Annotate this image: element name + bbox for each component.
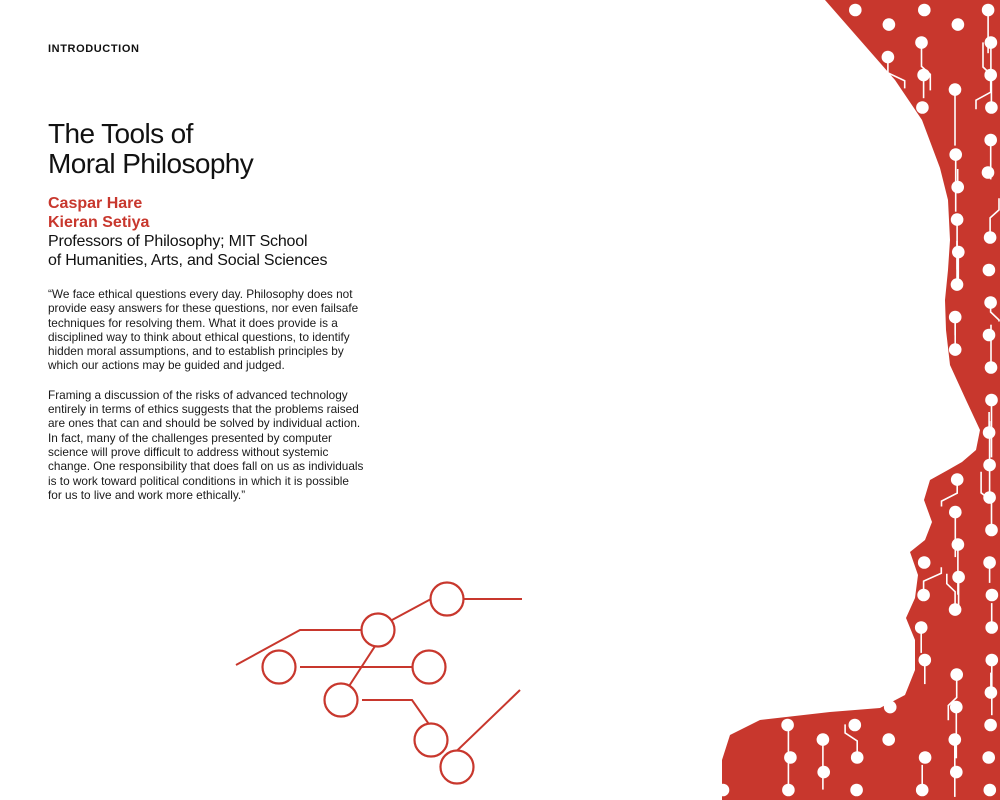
circuit-node [952,538,965,551]
circuit-node [985,361,998,374]
text-line: disciplined way to think about ethical questions, to identify [48,329,350,344]
circuit-node [882,51,895,64]
circuit-node [985,621,998,634]
byline [48,194,408,270]
outline-node [413,651,446,684]
circuit-node [949,733,962,746]
text-line: Framing a discussion of the risks of advanced technology [48,387,348,402]
text-line: “We face ethical questions every day. Philosophy does not [48,287,353,301]
circuit-node [949,148,962,161]
circuit-node [984,231,997,244]
circuit-node [952,246,965,259]
circuit-node [983,459,996,472]
circuit-node [950,668,963,681]
author-name: Kieran Setiya [48,214,150,231]
text-line: In fact, many of the challenges presented by computer [48,430,332,445]
circuit-node [985,524,998,537]
title-line-1: The Tools of [48,118,193,149]
affiliation-line: of Humanities, Arts, and Social Sciences [48,252,328,269]
outline-node [263,651,296,684]
outline-trace [236,630,362,665]
circuit-node [986,654,999,667]
circuit-node [849,719,862,732]
circuit-node [984,784,997,797]
circuit-node [851,751,864,764]
outline-node [415,724,448,757]
text-line: which our actions may be guided and judged. [48,358,285,373]
circuit-node [985,686,998,699]
circuit-node [949,343,962,356]
outline-node [362,614,395,647]
text-line: hidden moral assumptions, and to establish principles by [48,344,344,359]
circuit-node [882,733,895,746]
circuit-node [952,18,965,31]
circuit-node [983,556,996,569]
circuit-node [817,733,830,746]
head-profile-icon [522,0,1000,800]
head-silhouette [522,0,1000,800]
circuit-node [986,589,999,602]
circuit-node [984,719,997,732]
outline-node [441,751,474,784]
circuit-node [950,766,963,779]
circuit-node [950,701,963,714]
text-line: for us to live and work more ethically.” [48,487,246,502]
circuit-node [985,101,998,114]
text-line: science will prove difficult to address without systemic [48,444,329,459]
circuit-node [983,329,996,342]
circuit-node [983,426,996,439]
circuit-node [983,264,996,277]
circuit-node [915,621,928,634]
circuit-node [917,69,930,82]
circuit-node [850,784,863,797]
circuit-node [919,654,932,667]
affiliation-line: Professors of Philosophy; MIT School [48,233,308,250]
circuit-node [884,701,897,714]
circuit-node [918,556,931,569]
circuit-node [951,278,964,291]
circuit-node [952,571,965,584]
outline-node [325,684,358,717]
section-label: INTRODUCTION [48,43,140,55]
circuit-node [918,4,931,17]
circuit-node [949,506,962,519]
circuit-node [951,213,964,226]
outline-node [431,583,464,616]
circuit-node [717,784,730,797]
circuit-node [782,784,795,797]
text-line: is to work toward political conditions in which it is possible [48,473,349,488]
circuit-node [949,603,962,616]
author-name: Caspar Hare [48,195,143,212]
page-title [48,119,378,179]
circuit-node [949,83,962,96]
circuit-node [883,18,896,31]
quote-paragraph-2 [48,388,440,502]
circuit-node [916,784,929,797]
circuit-node [949,311,962,324]
text-line: provide easy answers for these questions, nor even failsafe [48,301,359,316]
circuit-node [985,394,998,407]
circuit-node [951,473,964,486]
circuit-node [917,589,930,602]
author-affiliation [48,232,408,270]
circuit-node [919,751,932,764]
quote-body [48,287,440,517]
circuit-node [983,491,996,504]
circuit-node [982,4,995,17]
text-line: entirely in terms of ethics suggests that the problems raised [48,402,359,417]
circuit-node [982,166,995,179]
circuit-node [781,719,794,732]
circuit-node [784,751,797,764]
circuit-node [984,69,997,82]
circuit-node [916,101,929,114]
outline-circuit-nodes [236,583,522,784]
circuit-node [849,4,862,17]
circuit-node [985,36,998,49]
text-line: techniques for resolving them. What it does provide is a [48,315,338,330]
quote-paragraph-1 [48,287,440,373]
circuit-node [817,766,830,779]
title-line-2: Moral Philosophy [48,148,254,179]
circuit-node [915,36,928,49]
text-line: change. One responsibility that does fall on us as individuals [48,459,364,474]
circuit-node [984,134,997,147]
circuit-node [951,181,964,194]
circuit-node [982,751,995,764]
circuit-node [984,296,997,309]
text-line: are ones that can and should be solved by individual action. [48,416,361,431]
